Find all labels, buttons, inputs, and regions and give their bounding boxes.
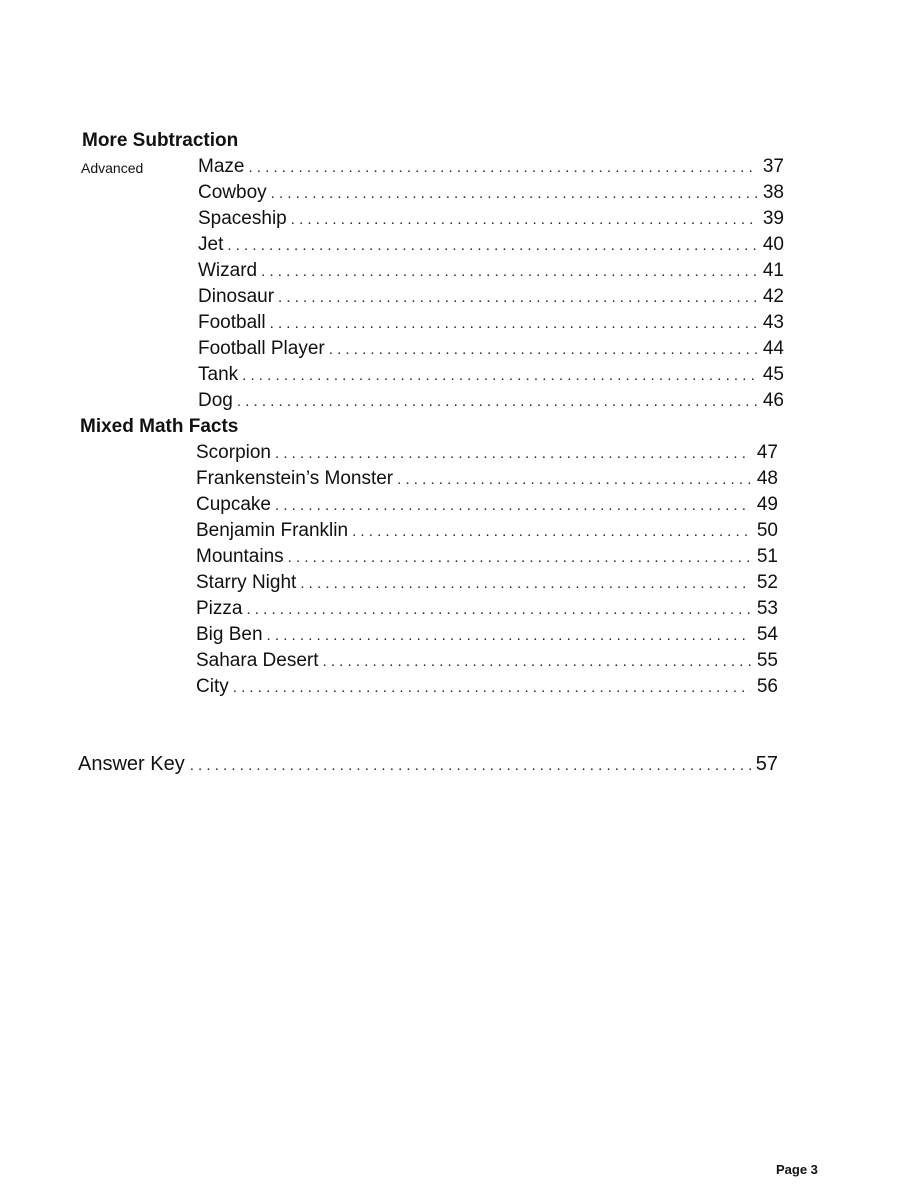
toc-entry-title: Big Ben — [196, 624, 263, 645]
toc-entry-page: 42 — [762, 286, 784, 307]
toc-list-mixed-math-facts — [196, 442, 778, 702]
toc-entry-title: Jet — [198, 234, 224, 255]
toc-entry-title: Football — [198, 312, 266, 333]
toc-entry-page: 46 — [762, 390, 784, 411]
toc-entry-page: 43 — [762, 312, 784, 333]
toc-entry[interactable] — [198, 390, 784, 416]
toc-entry-title: Dog — [198, 390, 233, 411]
dot-leader — [278, 289, 757, 306]
toc-entry[interactable] — [198, 286, 784, 312]
toc-entry[interactable] — [196, 624, 778, 650]
toc-entry-title: Tank — [198, 364, 239, 385]
toc-entry[interactable] — [198, 260, 784, 286]
toc-entry-title: Starry Night — [196, 572, 297, 593]
toc-entry-page: 54 — [756, 624, 778, 645]
toc-entry-page: 48 — [756, 468, 778, 489]
dot-leader — [323, 653, 751, 670]
toc-entry-page: 39 — [762, 208, 784, 229]
toc-entry-title: Pizza — [196, 598, 243, 619]
toc-entry[interactable] — [196, 494, 778, 520]
toc-entry-title: Spaceship — [198, 208, 287, 229]
toc-entry[interactable] — [196, 468, 778, 494]
toc-entry-title: Dinosaur — [198, 286, 275, 307]
dot-leader — [190, 757, 754, 774]
toc-entry[interactable] — [198, 338, 784, 364]
dot-leader — [270, 315, 757, 332]
toc-entry[interactable] — [196, 676, 778, 702]
toc-entry-title: Wizard — [198, 260, 258, 281]
dot-leader — [397, 471, 751, 488]
section-title-mixed-math-facts: Mixed Math Facts — [80, 416, 239, 437]
section-title-more-subtraction: More Subtraction — [82, 130, 239, 151]
toc-entry[interactable] — [198, 312, 784, 338]
dot-leader — [329, 341, 757, 358]
answer-key-title: Answer Key — [78, 753, 185, 775]
toc-entry-page: 56 — [756, 676, 778, 697]
dot-leader — [300, 575, 751, 592]
toc-entry-title: Scorpion — [196, 442, 271, 463]
toc-entry-page: 53 — [756, 598, 778, 619]
toc-entry-page: 44 — [762, 338, 784, 359]
dot-leader — [237, 393, 757, 410]
dot-leader — [248, 159, 757, 176]
toc-entry[interactable] — [198, 156, 784, 182]
dot-leader — [288, 549, 751, 566]
toc-entry[interactable] — [196, 598, 778, 624]
toc-entry[interactable] — [196, 650, 778, 676]
toc-entry-title: Mountains — [196, 546, 284, 567]
toc-entry-page: 49 — [756, 494, 778, 515]
toc-entry-page: 51 — [756, 546, 778, 567]
dot-leader — [271, 185, 757, 202]
answer-key-page: 57 — [755, 753, 778, 775]
toc-entry-title: Cowboy — [198, 182, 267, 203]
page-number: Page 3 — [776, 1162, 818, 1177]
toc-entry-page: 37 — [762, 156, 784, 177]
toc-entry-title: Football Player — [198, 338, 325, 359]
toc-entry-page: 45 — [762, 364, 784, 385]
dot-leader — [233, 679, 751, 696]
toc-entry-title: Maze — [198, 156, 245, 177]
dot-leader — [275, 445, 751, 462]
toc-entry-title: Cupcake — [196, 494, 271, 515]
toc-entry[interactable] — [196, 442, 778, 468]
dot-leader — [246, 601, 751, 618]
toc-list-more-subtraction — [198, 156, 784, 416]
dot-leader — [291, 211, 757, 228]
toc-entry-title: Sahara Desert — [196, 650, 319, 671]
dot-leader — [261, 263, 757, 280]
dot-leader — [352, 523, 751, 540]
toc-entry[interactable] — [198, 208, 784, 234]
toc-entry[interactable] — [196, 572, 778, 598]
dot-leader — [227, 237, 757, 254]
toc-entry-page: 38 — [762, 182, 784, 203]
level-label-advanced: Advanced — [81, 160, 144, 176]
dot-leader — [275, 497, 751, 514]
toc-entry-page: 52 — [756, 572, 778, 593]
toc-entry-title: Benjamin Franklin — [196, 520, 349, 541]
toc-entry-title: Frankenstein’s Monster — [196, 468, 394, 489]
toc-entry-page: 40 — [762, 234, 784, 255]
dot-leader — [267, 627, 751, 644]
dot-leader — [242, 367, 757, 384]
toc-entry-answer-key[interactable] — [78, 753, 778, 781]
toc-entry[interactable] — [196, 520, 778, 546]
toc-entry[interactable] — [198, 182, 784, 208]
toc-entry-title: City — [196, 676, 229, 697]
toc-entry[interactable] — [198, 364, 784, 390]
toc-entry-page: 47 — [756, 442, 778, 463]
toc-entry[interactable] — [198, 234, 784, 260]
toc-entry-page: 50 — [756, 520, 778, 541]
toc-entry-page: 55 — [756, 650, 778, 671]
toc-entry[interactable] — [196, 546, 778, 572]
toc-entry-page: 41 — [762, 260, 784, 281]
